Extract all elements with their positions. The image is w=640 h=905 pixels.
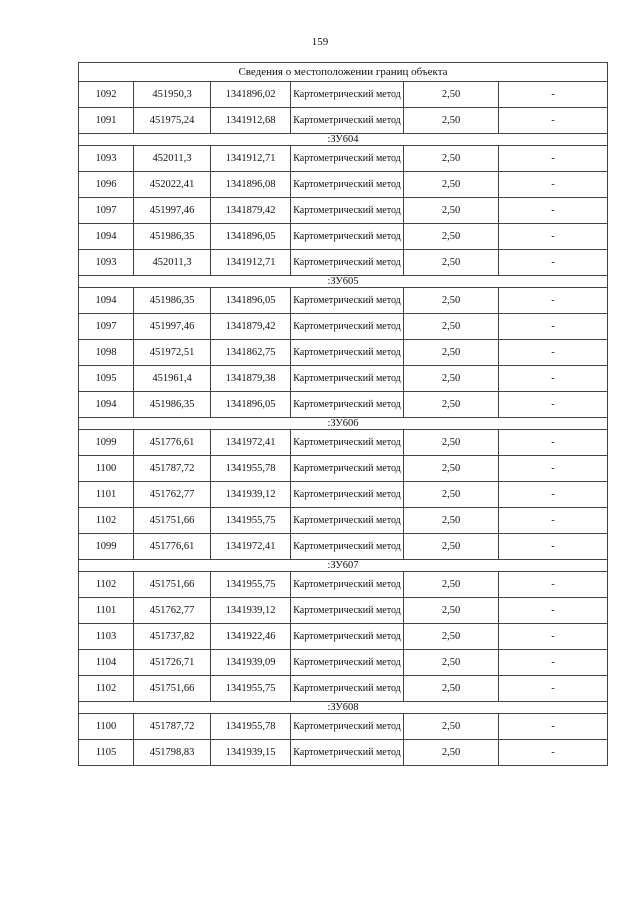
method-cell: Картометрический метод [291,288,404,314]
y-coordinate-cell: 1341896,05 [211,392,291,418]
point-number-cell: 1102 [79,572,134,598]
y-coordinate-cell: 1341896,05 [211,224,291,250]
x-coordinate-cell: 451798,83 [134,740,211,766]
table-body [79,63,608,766]
accuracy-cell: 2,50 [404,108,499,134]
accuracy-cell: 2,50 [404,250,499,276]
table-row [79,456,608,482]
note-cell: - [499,572,608,598]
accuracy-cell: 2,50 [404,624,499,650]
section-header: :ЗУ607 [79,560,608,572]
table-row [79,676,608,702]
method-cell: Картометрический метод [291,650,404,676]
method-cell: Картометрический метод [291,224,404,250]
table-row [79,314,608,340]
table-row [79,146,608,172]
method-cell: Картометрический метод [291,250,404,276]
note-cell: - [499,146,608,172]
y-coordinate-cell: 1341955,78 [211,456,291,482]
point-number-cell: 1100 [79,714,134,740]
x-coordinate-cell: 451762,77 [134,598,211,624]
note-cell: - [499,714,608,740]
point-number-cell: 1098 [79,340,134,366]
note-cell: - [499,314,608,340]
point-number-cell: 1104 [79,650,134,676]
table-row [79,392,608,418]
method-cell: Картометрический метод [291,740,404,766]
table-row [79,714,608,740]
method-cell: Картометрический метод [291,340,404,366]
accuracy-cell: 2,50 [404,534,499,560]
method-cell: Картометрический метод [291,456,404,482]
x-coordinate-cell: 451737,82 [134,624,211,650]
section-header: :ЗУ608 [79,702,608,714]
y-coordinate-cell: 1341879,42 [211,198,291,224]
x-coordinate-cell: 451762,77 [134,482,211,508]
method-cell: Картометрический метод [291,430,404,456]
y-coordinate-cell: 1341955,78 [211,714,291,740]
note-cell: - [499,250,608,276]
point-number-cell: 1094 [79,224,134,250]
note-cell: - [499,340,608,366]
accuracy-cell: 2,50 [404,676,499,702]
point-number-cell: 1094 [79,392,134,418]
y-coordinate-cell: 1341912,71 [211,146,291,172]
table-row [79,508,608,534]
accuracy-cell: 2,50 [404,598,499,624]
point-number-cell: 1096 [79,172,134,198]
table-row [79,366,608,392]
method-cell: Картометрический метод [291,82,404,108]
x-coordinate-cell: 451986,35 [134,392,211,418]
method-cell: Картометрический метод [291,482,404,508]
accuracy-cell: 2,50 [404,430,499,456]
point-number-cell: 1102 [79,676,134,702]
y-coordinate-cell: 1341939,09 [211,650,291,676]
y-coordinate-cell: 1341896,08 [211,172,291,198]
y-coordinate-cell: 1341896,02 [211,82,291,108]
point-number-cell: 1093 [79,250,134,276]
table-row [79,598,608,624]
note-cell: - [499,288,608,314]
point-number-cell: 1101 [79,598,134,624]
x-coordinate-cell: 451776,61 [134,430,211,456]
note-cell: - [499,508,608,534]
y-coordinate-cell: 1341939,12 [211,598,291,624]
note-cell: - [499,456,608,482]
section-header-row [79,560,608,572]
x-coordinate-cell: 452011,3 [134,146,211,172]
note-cell: - [499,740,608,766]
x-coordinate-cell: 451787,72 [134,714,211,740]
method-cell: Картометрический метод [291,198,404,224]
section-header-row [79,276,608,288]
method-cell: Картометрический метод [291,392,404,418]
table-row [79,108,608,134]
accuracy-cell: 2,50 [404,714,499,740]
table-row [79,198,608,224]
table-row [79,534,608,560]
table-row [79,650,608,676]
x-coordinate-cell: 451950,3 [134,82,211,108]
point-number-cell: 1095 [79,366,134,392]
y-coordinate-cell: 1341862,75 [211,340,291,366]
accuracy-cell: 2,50 [404,482,499,508]
note-cell: - [499,224,608,250]
point-number-cell: 1094 [79,288,134,314]
method-cell: Картометрический метод [291,598,404,624]
note-cell: - [499,676,608,702]
table-row [79,482,608,508]
point-number-cell: 1091 [79,108,134,134]
x-coordinate-cell: 451997,46 [134,314,211,340]
y-coordinate-cell: 1341879,38 [211,366,291,392]
coordinates-table [78,62,608,766]
section-header-row [79,418,608,430]
point-number-cell: 1099 [79,534,134,560]
x-coordinate-cell: 451972,51 [134,340,211,366]
y-coordinate-cell: 1341972,41 [211,430,291,456]
table-row [79,430,608,456]
y-coordinate-cell: 1341972,41 [211,534,291,560]
point-number-cell: 1101 [79,482,134,508]
table-row [79,224,608,250]
y-coordinate-cell: 1341939,15 [211,740,291,766]
accuracy-cell: 2,50 [404,288,499,314]
point-number-cell: 1099 [79,430,134,456]
method-cell: Картометрический метод [291,172,404,198]
method-cell: Картометрический метод [291,366,404,392]
point-number-cell: 1103 [79,624,134,650]
x-coordinate-cell: 451975,24 [134,108,211,134]
note-cell: - [499,392,608,418]
y-coordinate-cell: 1341955,75 [211,508,291,534]
point-number-cell: 1097 [79,314,134,340]
section-header-row [79,134,608,146]
accuracy-cell: 2,50 [404,392,499,418]
table-title-row [79,63,608,82]
table-row [79,740,608,766]
y-coordinate-cell: 1341955,75 [211,676,291,702]
table-row [79,340,608,366]
point-number-cell: 1093 [79,146,134,172]
x-coordinate-cell: 451787,72 [134,456,211,482]
x-coordinate-cell: 451986,35 [134,224,211,250]
method-cell: Картометрический метод [291,624,404,650]
section-header: :ЗУ604 [79,134,608,146]
y-coordinate-cell: 1341939,12 [211,482,291,508]
section-header: :ЗУ605 [79,276,608,288]
table-row [79,624,608,650]
accuracy-cell: 2,50 [404,456,499,482]
x-coordinate-cell: 451997,46 [134,198,211,224]
accuracy-cell: 2,50 [404,314,499,340]
table-row [79,172,608,198]
x-coordinate-cell: 452011,3 [134,250,211,276]
accuracy-cell: 2,50 [404,224,499,250]
accuracy-cell: 2,50 [404,740,499,766]
page-number: 159 [311,36,329,48]
section-header-row [79,702,608,714]
accuracy-cell: 2,50 [404,82,499,108]
method-cell: Картометрический метод [291,508,404,534]
y-coordinate-cell: 1341955,75 [211,572,291,598]
method-cell: Картометрический метод [291,714,404,740]
accuracy-cell: 2,50 [404,340,499,366]
x-coordinate-cell: 451751,66 [134,676,211,702]
point-number-cell: 1105 [79,740,134,766]
x-coordinate-cell: 451751,66 [134,572,211,598]
point-number-cell: 1102 [79,508,134,534]
accuracy-cell: 2,50 [404,146,499,172]
note-cell: - [499,624,608,650]
method-cell: Картометрический метод [291,572,404,598]
note-cell: - [499,82,608,108]
point-number-cell: 1092 [79,82,134,108]
table-row [79,572,608,598]
method-cell: Картометрический метод [291,108,404,134]
note-cell: - [499,366,608,392]
x-coordinate-cell: 451986,35 [134,288,211,314]
note-cell: - [499,172,608,198]
note-cell: - [499,430,608,456]
point-number-cell: 1100 [79,456,134,482]
method-cell: Картометрический метод [291,676,404,702]
accuracy-cell: 2,50 [404,508,499,534]
note-cell: - [499,598,608,624]
x-coordinate-cell: 451751,66 [134,508,211,534]
y-coordinate-cell: 1341912,68 [211,108,291,134]
table-row [79,288,608,314]
y-coordinate-cell: 1341912,71 [211,250,291,276]
y-coordinate-cell: 1341922,46 [211,624,291,650]
y-coordinate-cell: 1341879,42 [211,314,291,340]
note-cell: - [499,108,608,134]
table-title: Сведения о местоположении границ объекта [79,63,608,82]
method-cell: Картометрический метод [291,534,404,560]
accuracy-cell: 2,50 [404,572,499,598]
x-coordinate-cell: 451776,61 [134,534,211,560]
note-cell: - [499,650,608,676]
accuracy-cell: 2,50 [404,650,499,676]
x-coordinate-cell: 451726,71 [134,650,211,676]
note-cell: - [499,198,608,224]
x-coordinate-cell: 451961,4 [134,366,211,392]
method-cell: Картометрический метод [291,314,404,340]
note-cell: - [499,534,608,560]
note-cell: - [499,482,608,508]
table-row [79,250,608,276]
point-number-cell: 1097 [79,198,134,224]
section-header: :ЗУ606 [79,418,608,430]
method-cell: Картометрический метод [291,146,404,172]
accuracy-cell: 2,50 [404,172,499,198]
table-row [79,82,608,108]
x-coordinate-cell: 452022,41 [134,172,211,198]
accuracy-cell: 2,50 [404,366,499,392]
y-coordinate-cell: 1341896,05 [211,288,291,314]
accuracy-cell: 2,50 [404,198,499,224]
